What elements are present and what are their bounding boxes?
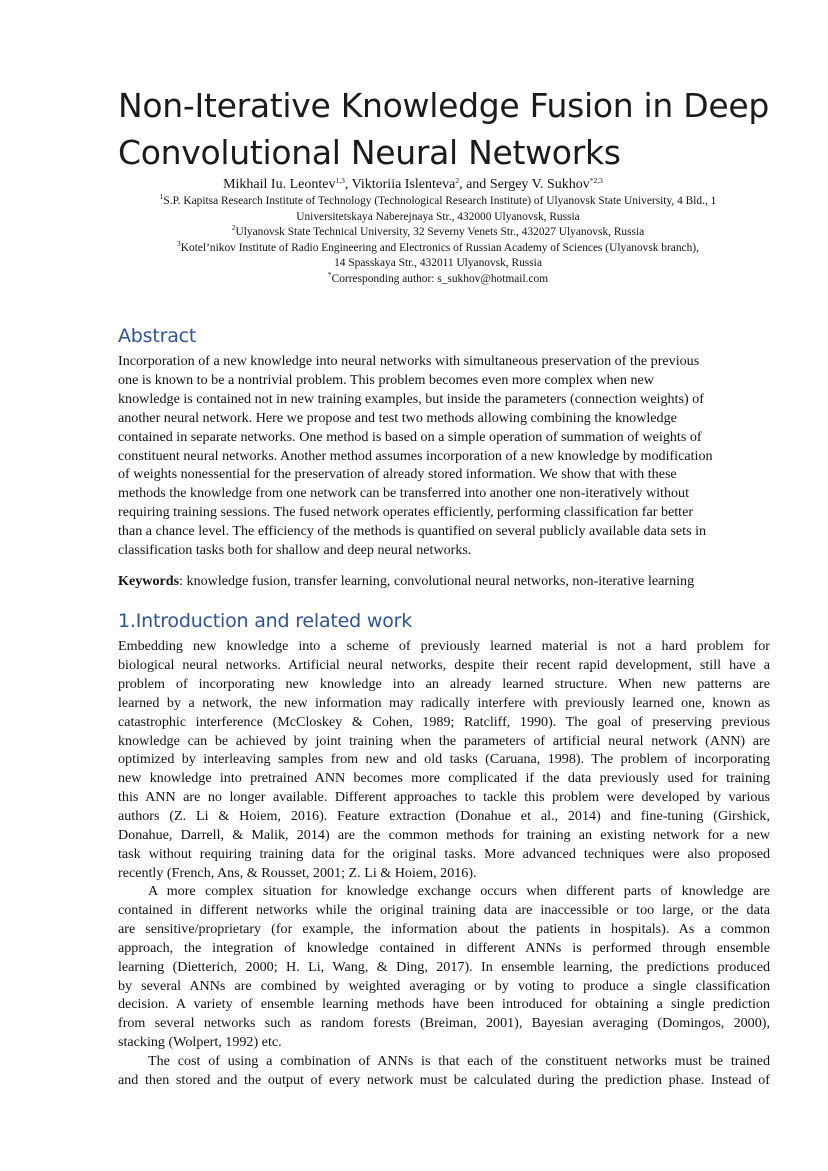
body-line: decision. A variety of ensemble learning methods have been introduced for obtaining a single prediction bbox=[118, 996, 770, 1013]
body-line: are sensitive/proprietary (for example, the information about the patients in hospitals). As a common bbox=[118, 920, 770, 937]
affiliation-line bbox=[118, 210, 758, 226]
affiliation-text: Ulyanovsk State Technical University, 32 Severny Venets Str., 432027 Ulyanovsk, Russia bbox=[235, 226, 645, 239]
paper-title bbox=[118, 82, 778, 176]
body-line: The cost of using a combination of ANNs is that each of the constituent networks must be trained bbox=[148, 1053, 770, 1069]
affiliation-text: Universitetskaya Naberejnaya Str., 432000 Ulyanovsk, Russia bbox=[296, 210, 580, 223]
affiliation-mark: 1 bbox=[159, 192, 164, 201]
affiliation-line bbox=[118, 269, 758, 288]
body-line: from several networks such as random forests (Breiman, 2001), Bayesian averaging (Domingos, 2000), bbox=[118, 1015, 770, 1032]
body-line: task without requiring training data for the original tasks. More advanced techniques were also proposed bbox=[118, 845, 770, 862]
keywords bbox=[118, 572, 770, 591]
author-affil-mark: *2,3 bbox=[589, 176, 603, 185]
abstract-line: another neural network. Here we propose and test two methods allowing combining the knowledge bbox=[118, 409, 677, 426]
author-name: Viktoriia Islenteva bbox=[351, 177, 456, 192]
title-line: Non-Iterative Knowledge Fusion in Deep bbox=[118, 86, 769, 125]
author-list bbox=[118, 176, 708, 194]
abstract-line: knowledge is contained not in new training examples, but inside the parameters (connection weights) of bbox=[118, 390, 704, 407]
affiliation-text: Kotel’nikov Institute of Radio Engineering and Electronics of Russian Academy of Sciences (Ulyanovsk branch), bbox=[180, 241, 699, 254]
abstract-line: Incorporation of a new knowledge into neural networks with simultaneous preservation of the previous bbox=[118, 353, 700, 369]
author-name: Mikhail Iu. Leontev bbox=[223, 177, 336, 192]
body-line: problem of incorporating new knowledge into an already learned structure. When new patterns are bbox=[118, 675, 770, 692]
affiliation-line bbox=[118, 256, 758, 272]
abstract-line: classification tasks both for shallow and deep neural networks. bbox=[118, 542, 472, 559]
body-line: by several ANNs are combined by weighted averaging or by voting to produce a single classification bbox=[118, 977, 770, 994]
abstract-line: constituent neural networks. Another method assumes incorporation of a new knowledge by modification bbox=[118, 447, 713, 464]
affiliation-mark: 2 bbox=[231, 223, 236, 233]
body-line: learning (Dietterich, 2000; H. Li, Wang, & Ding, 2017). In ensemble learning, the predictions produced bbox=[118, 958, 770, 975]
abstract-line: one is known to be a nontrivial problem. This problem becomes even more complex when new bbox=[118, 371, 654, 388]
body-line: biological neural networks. Artificial neural networks, despite their recent rapid development, still have a bbox=[118, 656, 770, 673]
body-line: A more complex situation for knowledge exchange occurs when different parts of knowledge are bbox=[148, 883, 770, 899]
affiliation-line bbox=[118, 238, 758, 257]
body-line: authors (Z. Li & Hoiem, 2016). Feature extraction (Donahue et al., 2014) and fine-tuning (Girshick, bbox=[118, 808, 770, 825]
abstract-line: requiring training sessions. The fused network operates efficiently, performing classification far better bbox=[118, 504, 694, 521]
affiliation-text: S.P. Kapitsa Research Institute of Technology (Technological Research Institute) of Ulyanovsk State University, 4 Bld., 1 bbox=[163, 195, 717, 207]
body-line: catastrophic interference (McCloskey & Cohen, 1989; Ratcliff, 1990). The goal of preserving previous bbox=[118, 713, 770, 730]
section-heading-introduction: 1.Introduction and related work bbox=[118, 610, 413, 632]
abstract-line: methods the knowledge from one network can be transferred into another one non-iteratively without bbox=[118, 485, 690, 502]
affiliation-line bbox=[118, 194, 758, 210]
body-line: approach, the integration of knowledge contained in different ANNs is performed through ensemble bbox=[118, 939, 770, 956]
affiliation-mark: * bbox=[327, 269, 332, 279]
author-separator: , bbox=[344, 177, 352, 192]
body-line: stacking (Wolpert, 1992) etc. bbox=[118, 1034, 282, 1051]
corresponding-author: Corresponding author: s_sukhov@hotmail.com bbox=[331, 272, 549, 285]
abstract-heading: Abstract bbox=[118, 325, 197, 347]
author-name: Sergey V. Sukhov bbox=[489, 177, 590, 192]
author-affil-mark: 2 bbox=[455, 176, 460, 185]
title-line: Convolutional Neural Networks bbox=[118, 133, 621, 172]
abstract-line: contained in separate networks. One method is based on a simple operation of summation of weights of bbox=[118, 428, 702, 445]
author-separator: , and bbox=[459, 177, 490, 192]
affiliation-mark: 3 bbox=[177, 238, 181, 248]
affiliation-list bbox=[118, 194, 758, 288]
body-line: this ANN are no longer available. Different approaches to tackle this problem were developed by various bbox=[118, 789, 770, 806]
keywords-text: : knowledge fusion, transfer learning, convolutional neural networks, non-iterative learning bbox=[179, 573, 695, 589]
intro-paragraph-1 bbox=[118, 637, 770, 883]
body-line: knowledge can be achieved by joint training when the parameters of artificial neural network (ANN) are bbox=[118, 732, 770, 749]
body-line: Donahue, Darrell, & Malik, 2014) are the common methods for training an existing network for a new bbox=[118, 827, 770, 844]
body-line: new knowledge into pretrained ANN becomes more complicated if the data previously used for training bbox=[118, 770, 770, 787]
body-line: and then stored and the output of every network must be calculated during the prediction phase. Instead of bbox=[118, 1071, 770, 1088]
body-line: learned by a network, the new information may radically interfere with previously learned one, known as bbox=[118, 694, 770, 711]
body-line: optimized by interleaving samples from new and old tasks (Caruana, 1998). The problem of incorporating bbox=[118, 751, 770, 768]
body-line: contained in different networks while the original training data are inaccessible or too large, or the data bbox=[118, 901, 770, 918]
abstract-line: of weights nonessential for the preservation of already stored information. We show that with these bbox=[118, 466, 677, 483]
author-affil-mark: 1,3 bbox=[335, 176, 345, 185]
keywords-label: Keywords bbox=[118, 573, 180, 589]
affiliation-text: 14 Spasskaya Str., 432011 Ulyanovsk, Russia bbox=[334, 257, 542, 270]
body-line: Embedding new knowledge into a scheme of previously learned material is not a hard problem for bbox=[118, 638, 770, 654]
body-line: recently (French, Ans, & Rousset, 2001; Z. Li & Hoiem, 2016). bbox=[118, 864, 477, 881]
intro-paragraph-3 bbox=[118, 1052, 770, 1090]
intro-paragraph-2 bbox=[118, 882, 770, 1052]
affiliation-line bbox=[118, 225, 758, 241]
abstract-body bbox=[118, 352, 770, 560]
abstract-line: than a chance level. The efficiency of the methods is quantified on several publicly available data sets in bbox=[118, 523, 707, 540]
